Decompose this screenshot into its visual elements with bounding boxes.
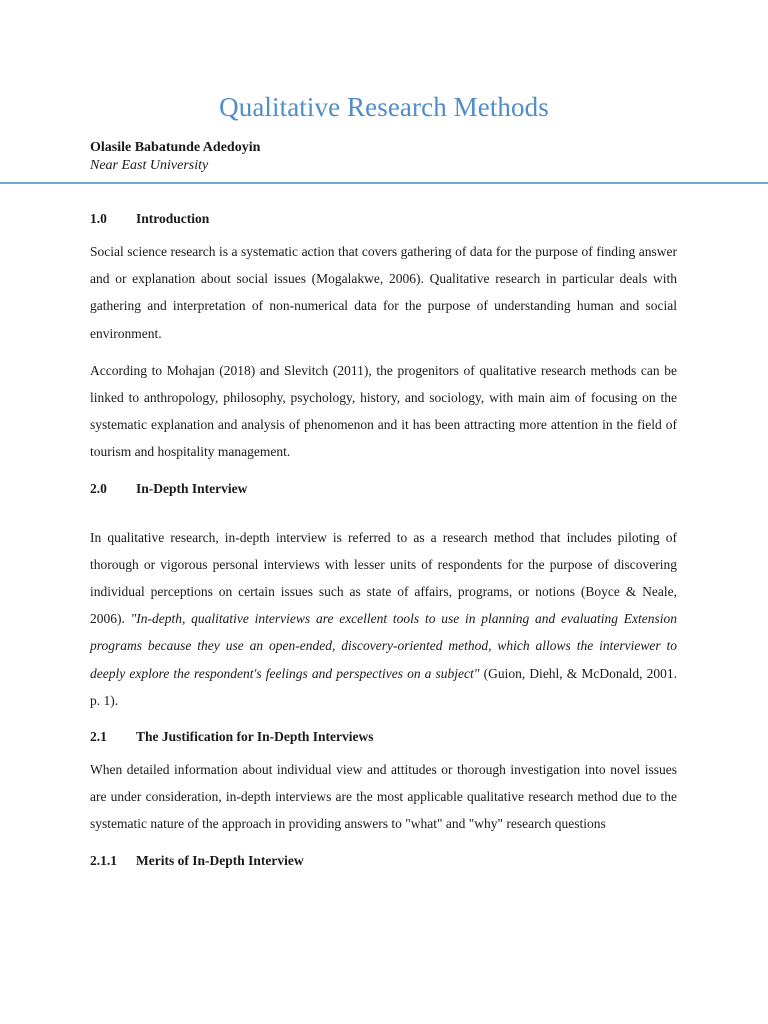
section-number: 1.0 bbox=[90, 211, 107, 226]
paragraph: According to Mohajan (2018) and Slevitch (2011), the progenitors of qualitative research methods can be linked to anthropology, philosophy, psychology, history, and sociology, with main aim of focusing on the systematic explanation and analysis of phenomenon and it has been attracting more attention in the field of tourism and hospitality management. bbox=[90, 362, 677, 460]
paragraph: When detailed information about individual view and attitudes or thorough investigation into novel issues are under consideration, in-depth interviews are the most applicable qualitative research method due to the systematic nature of the approach in providing answers to "what" and "why" research questions bbox=[90, 762, 677, 832]
author-name: Olasile Babatunde Adedoyin bbox=[90, 140, 261, 155]
author-affiliation: Near East University bbox=[90, 158, 209, 173]
section-heading-merits bbox=[90, 848, 677, 874]
section-title: In-Depth Interview bbox=[136, 480, 248, 496]
section-heading-justification bbox=[90, 724, 677, 750]
section-title: Introduction bbox=[136, 211, 210, 226]
document-title: Qualitative Research Methods bbox=[219, 92, 549, 122]
section-number: 2.1.1 bbox=[90, 852, 117, 868]
section-title: Merits of In-Depth Interview bbox=[136, 852, 304, 868]
block-quote: "In-depth, qualitative interviews are excellent tools to use in planning and evaluating Extension programs because they use an open-ended, discovery-oriented method, which allows the interviewer to deeply explore the respondent's feelings and perspectives on a subject" bbox=[90, 611, 678, 681]
paragraph-with-quote bbox=[90, 524, 677, 714]
section-heading-in-depth-interview bbox=[90, 476, 677, 502]
section-title: The Justification for In-Depth Interviews bbox=[136, 729, 374, 745]
section-number: 2.0 bbox=[90, 480, 107, 496]
paragraph-text: In qualitative research, in-depth interview is referred to as a research method that includes piloting of thorough or vigorous personal interviews with lesser units of respondents for the purpose of discovering individual perceptions on certain issues such as state of affairs, programs, or notions (Boyce & Neale, 2006). bbox=[90, 529, 677, 627]
paragraph: Social science research is a systematic action that covers gathering of data for the purpose of finding answer and or explanation about social issues (Mogalakwe, 2006). Qualitative research in particular deals with gathering and interpretation of non-numerical data for the purpose of understanding human and social environment. bbox=[90, 244, 677, 341]
document-body bbox=[90, 206, 677, 874]
header-divider bbox=[0, 182, 768, 184]
section-number: 2.1 bbox=[90, 729, 107, 745]
quote-citation: (Guion, Diehl, & McDonald, 2001. p. 1). bbox=[90, 665, 678, 708]
section-heading-introduction bbox=[90, 206, 677, 232]
